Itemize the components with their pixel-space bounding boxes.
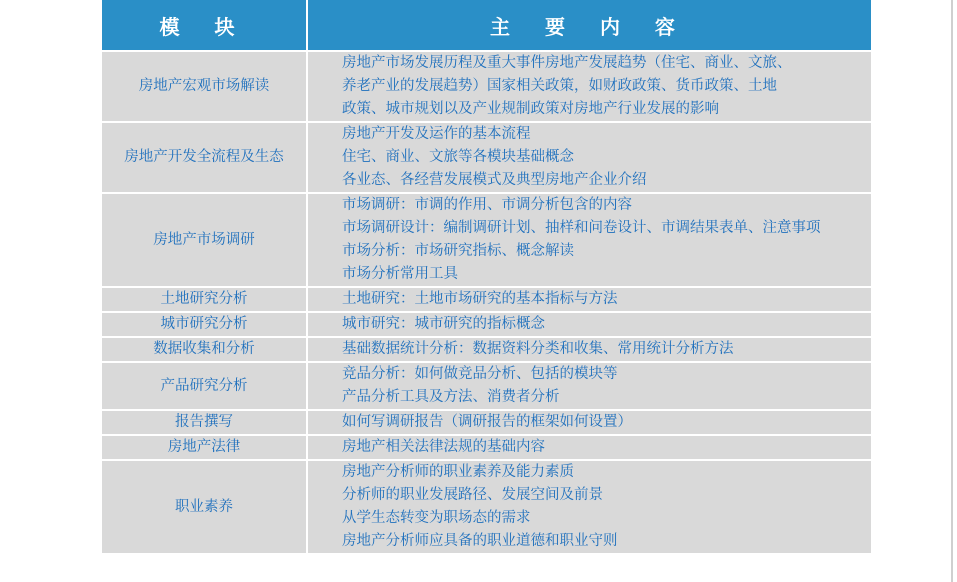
content-line: 土地研究：土地市场研究的基本指标与方法 bbox=[342, 291, 618, 307]
table-row bbox=[101, 410, 872, 435]
content-cell bbox=[307, 287, 872, 312]
table-row bbox=[101, 193, 872, 287]
content-line: 政策、城市规划以及产业规制政策对房地产行业发展的影响 bbox=[342, 101, 719, 117]
module-cell: 城市研究分析 bbox=[101, 312, 307, 337]
content-cell bbox=[307, 362, 872, 410]
content-line: 从学生态转变为职场态的需求 bbox=[342, 510, 531, 526]
content-cell bbox=[307, 337, 872, 362]
module-cell: 房地产市场调研 bbox=[101, 193, 307, 287]
content-line: 竞品分析：如何做竞品分析、包括的模块等 bbox=[342, 366, 618, 382]
content-line: 各业态、各经营发展模式及典型房地产企业介绍 bbox=[342, 172, 647, 188]
header-content: 主 要 内 容 bbox=[307, 0, 872, 51]
table-row bbox=[101, 287, 872, 312]
module-cell: 报告撰写 bbox=[101, 410, 307, 435]
content-cell bbox=[307, 312, 872, 337]
module-cell: 数据收集和分析 bbox=[101, 337, 307, 362]
content-line: 房地产开发及运作的基本流程 bbox=[342, 126, 531, 142]
table-row bbox=[101, 122, 872, 193]
table-row bbox=[101, 312, 872, 337]
table-row bbox=[101, 435, 872, 460]
content-line: 房地产相关法律法规的基础内容 bbox=[342, 439, 545, 455]
content-cell bbox=[307, 51, 872, 122]
table-row bbox=[101, 337, 872, 362]
content-cell bbox=[307, 460, 872, 554]
module-cell: 土地研究分析 bbox=[101, 287, 307, 312]
content-line: 住宅、商业、文旅等各模块基础概念 bbox=[342, 149, 574, 165]
content-cell bbox=[307, 410, 872, 435]
content-line: 市场分析：市场研究指标、概念解读 bbox=[342, 243, 574, 259]
content-line: 市场分析常用工具 bbox=[342, 266, 458, 282]
module-cell: 房地产法律 bbox=[101, 435, 307, 460]
content-cell bbox=[307, 193, 872, 287]
content-line: 房地产市场发展历程及重大事件房地产发展趋势（住宅、商业、文旅、 bbox=[342, 55, 792, 71]
content-line: 如何写调研报告（调研报告的框架如何设置） bbox=[342, 414, 632, 430]
content-cell bbox=[307, 435, 872, 460]
content-line: 市场调研设计：编制调研计划、抽样和问卷设计、市调结果表单、注意事项 bbox=[342, 220, 821, 236]
table-row bbox=[101, 51, 872, 122]
content-line: 房地产分析师的职业素养及能力素质 bbox=[342, 464, 574, 480]
content-line: 市场调研：市调的作用、市调分析包含的内容 bbox=[342, 197, 632, 213]
content-line: 产品分析工具及方法、消费者分析 bbox=[342, 389, 560, 405]
header-row bbox=[101, 0, 872, 51]
content-line: 基础数据统计分析：数据资料分类和收集、常用统计分析方法 bbox=[342, 341, 734, 357]
header-module: 模 块 bbox=[101, 0, 307, 51]
content-cell bbox=[307, 122, 872, 193]
module-cell: 职业素养 bbox=[101, 460, 307, 554]
content-line: 城市研究：城市研究的指标概念 bbox=[342, 316, 545, 332]
content-line: 养老产业的发展趋势）国家相关政策，如财政政策、货币政策、土地 bbox=[342, 78, 777, 94]
module-cell: 产品研究分析 bbox=[101, 362, 307, 410]
table-row bbox=[101, 460, 872, 554]
right-edge-rule bbox=[951, 0, 953, 582]
curriculum-table bbox=[100, 0, 873, 555]
content-line: 房地产分析师应具备的职业道德和职业守则 bbox=[342, 533, 618, 549]
content-line: 分析师的职业发展路径、发展空间及前景 bbox=[342, 487, 603, 503]
module-cell: 房地产开发全流程及生态 bbox=[101, 122, 307, 193]
module-cell: 房地产宏观市场解读 bbox=[101, 51, 307, 122]
table-row bbox=[101, 362, 872, 410]
